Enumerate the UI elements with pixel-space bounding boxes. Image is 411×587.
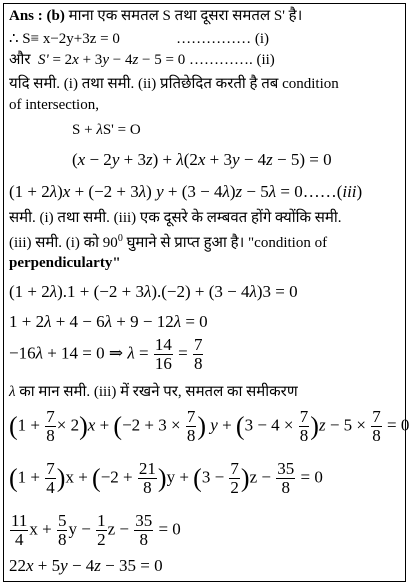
line-answer: Ans : (b) माना एक समतल S तथा दूसरा समतल S' है। [9,8,303,24]
line-perpendicular-3: perpendicularty" [9,255,121,271]
equation-expanded: (x − 2y + 3z) + λ(2x + 3y − 4z − 5) = 0 [72,150,332,169]
line-plane-s-prime: और S' = 2x + 3y − 4z − 5 = 0 …………. (ii) [9,52,275,68]
equation-simplify: 1 + 2λ + 4 − 6λ + 9 − 12λ = 0 [9,312,208,331]
equation-lambda: −16λ + 14 = 0 ⇒ λ = $\frac{14}{16}$ = $\frac{7}{8}$ [9,335,203,373]
equation-iii: (1 + 2λ)x + (−2 + 3λ) y + (3 − 4λ)z − 5λ = 0……(iii) [9,182,363,201]
equation-fractions: $\frac{11}{4}$ x + $\frac{5}{8}$ y − $\frac{1}{2}$ z − $\frac{35}{8}$ = 0 [11,511,181,549]
line-perpendicular-2: (iii) समी. (i) को $90^0$ घुमाने से प्राप्त हुआ है। "condition of [9,233,328,251]
line-intersection-2: of intersection, [9,97,99,113]
line-substitute: λ का मान समी. (iii) में रखने पर, समतल का समीकरण [9,384,298,400]
equation-simplified: (1 + $\frac{7}{4}$ )x + (−2 + $\frac{21}{8}$ )y + (3 − $\frac{7}{2}$ )z − $\frac{35}{8}$ = 0 [9,459,323,497]
equation-substituted: (1 + $\frac{7}{8}$ × 2)x + (−2 + 3 × $\frac{7}{8}$ ) y + (3 − 4 × $\frac{7}{8}$ )z − 5 × $\frac{7}{8}$ = 0 [9,407,410,445]
equation-dot-product: (1 + 2λ).1 + (−2 + 3λ).(−2) + (3 − 4λ)3 = 0 [9,282,298,301]
equation-family: S + λS' = O [72,122,141,138]
line-plane-s: ∴ S≡ x−2y+3z = 0 …………… (i) [9,31,270,47]
line-intersection-1: यदि समी. (i) तथा समी. (ii) प्रतिछेदित करती है तब condition [9,76,339,92]
equation-final: 22x + 5y − 4z − 35 = 0 [9,556,163,575]
solution-panel [3,3,410,582]
line-perpendicular-1: समी. (i) तथा समी. (iii) एक दूसरे के लम्बवत होंगे क्योंकि समी. [9,210,342,226]
